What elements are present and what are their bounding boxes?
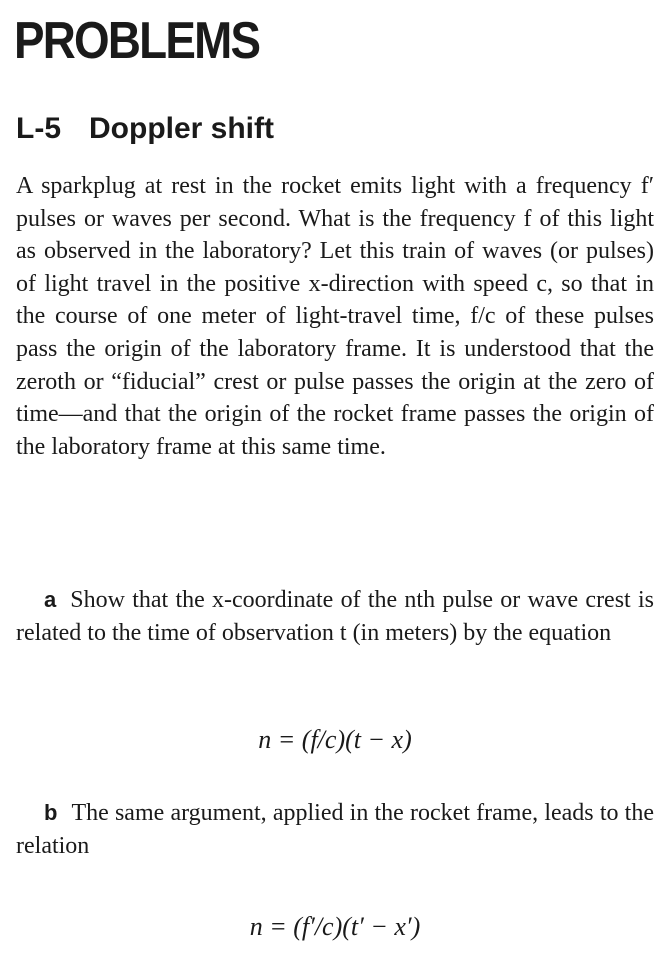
part-a-paragraph (16, 584, 654, 649)
problem-number: L-5 (16, 112, 61, 145)
problem-title-text: Doppler shift (89, 112, 274, 145)
part-b-text: The same argument, applied in the rocket frame, leads to the relation (16, 800, 654, 859)
part-a-text: Show that the x-coordinate of the nth pulse or wave crest is related to the time of observation t (in meters) by the equation (16, 587, 654, 646)
part-b-equation: n = (f′/c)(t′ − x′) (249, 912, 421, 941)
problem-intro-paragraph: A sparkplug at rest in the rocket emits light with a frequency f′ pulses or waves per second. What is the frequency f of this light as observed in the laboratory? Let this train of waves (or pulses) of light travel in the positive x-direction with speed c, so that in the course of one meter of light-travel time, f/c of these pulses pass the origin of the laboratory frame. It is understood that the zeroth or “fiducial” crest or pulse passes the origin at the zero of time—and that the origin of the rocket frame passes the origin of the laboratory frame at this same time. (16, 173, 654, 460)
part-b-letter: b (44, 800, 58, 825)
page-heading: PROBLEMS (14, 12, 260, 70)
part-a-equation: n = (f/c)(t − x) (258, 725, 412, 754)
problem-title (16, 111, 274, 147)
part-a-letter: a (44, 587, 57, 612)
part-b-paragraph (16, 797, 654, 862)
